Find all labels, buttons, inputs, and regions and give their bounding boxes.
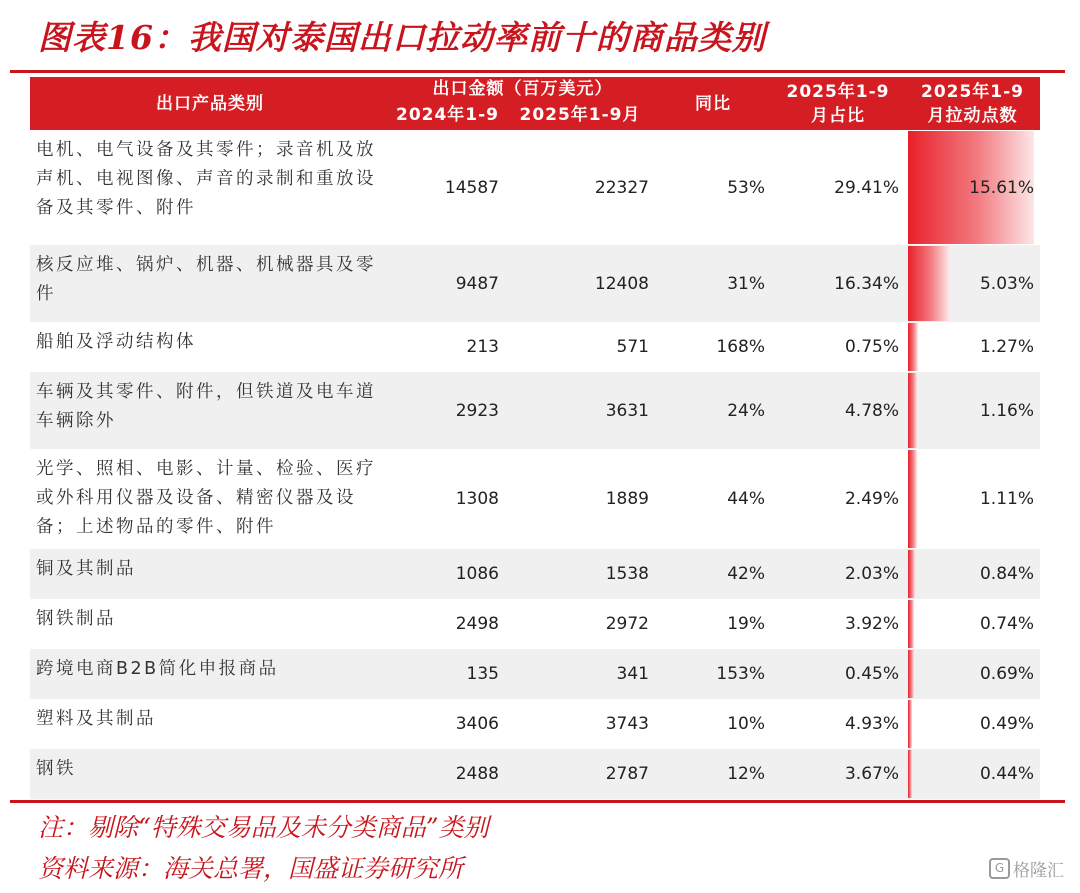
row-category: 钢铁	[30, 749, 390, 799]
table-row	[30, 130, 1040, 245]
watermark-logo-icon: G	[989, 858, 1010, 879]
row-pull: 0.84%	[979, 564, 1034, 584]
row-share: 2.49%	[844, 489, 899, 509]
header-share-line1: 2025年1-9	[786, 81, 890, 102]
pull-bar	[908, 323, 918, 371]
pull-bar	[908, 600, 914, 648]
row-pull: 0.69%	[979, 664, 1034, 684]
row-pull: 1.27%	[979, 337, 1034, 357]
row-pull: 5.03%	[979, 273, 1034, 294]
row-share: 16.34%	[771, 245, 905, 322]
row-category: 车辆及其零件、附件，但铁道及电车道车辆除外	[30, 372, 390, 449]
footnote: 注：剔除“特殊交易品及未分类商品”类别	[38, 813, 489, 842]
header-pull	[905, 77, 1040, 130]
row-category: 核反应堆、锅炉、机器、机械器具及零件	[30, 245, 390, 322]
row-category: 钢铁制品	[36, 609, 116, 629]
row-share: 2.03%	[771, 549, 905, 599]
row-pull-cell	[905, 749, 1040, 799]
row-2024: 14587	[444, 177, 499, 198]
row-2024: 213	[466, 337, 499, 357]
row-category: 塑料及其制品	[36, 709, 156, 729]
row-2024: 9487	[390, 245, 505, 322]
row-yoy: 153%	[655, 649, 771, 699]
row-2025: 22327	[594, 177, 649, 198]
row-pull-cell	[905, 699, 1040, 749]
row-2025: 3631	[505, 372, 655, 449]
row-pull-cell	[905, 130, 1040, 245]
pull-bar	[908, 650, 914, 698]
header-share	[771, 77, 905, 130]
row-yoy: 44%	[727, 489, 765, 509]
row-share: 4.93%	[844, 714, 899, 734]
row-share: 4.78%	[771, 372, 905, 449]
pull-bar	[908, 373, 917, 448]
export-table	[30, 77, 1040, 799]
row-share: 0.75%	[844, 337, 899, 357]
row-pull: 0.44%	[979, 764, 1034, 784]
row-2024: 1308	[455, 489, 499, 509]
row-pull: 0.49%	[979, 714, 1034, 734]
pull-bar	[908, 700, 912, 748]
header-2025: 2025年1-9月	[505, 101, 655, 130]
row-2025: 2787	[505, 749, 655, 799]
header-pull-line1: 2025年1-9	[920, 81, 1025, 102]
row-pull: 1.11%	[979, 489, 1034, 509]
row-yoy: 19%	[727, 614, 765, 634]
row-2025: 571	[616, 337, 649, 357]
row-2025: 12408	[505, 245, 655, 322]
pull-bar	[908, 450, 917, 548]
row-pull-cell	[905, 449, 1040, 549]
row-pull-cell	[905, 599, 1040, 649]
table-header	[30, 77, 1040, 130]
row-category: 光学、照相、电影、计量、检验、医疗或外科用仪器及设备、精密仪器及设备；上述物品的零件、附件	[36, 459, 376, 537]
row-2024: 1086	[390, 549, 505, 599]
table-row	[30, 599, 1040, 649]
row-share: 0.45%	[771, 649, 905, 699]
table-row	[30, 649, 1040, 699]
row-2025: 1538	[505, 549, 655, 599]
row-2025: 341	[505, 649, 655, 699]
table-row	[30, 549, 1040, 599]
row-2024: 2498	[455, 614, 499, 634]
watermark	[989, 856, 1064, 881]
table-body	[30, 130, 1040, 799]
watermark-text: 格隆汇	[1013, 861, 1064, 881]
row-yoy: 24%	[655, 372, 771, 449]
row-category: 跨境电商B2B简化申报商品	[30, 649, 390, 699]
row-yoy: 12%	[655, 749, 771, 799]
table-row	[30, 449, 1040, 549]
row-category: 电机、电气设备及其零件；录音机及放声机、电视图像、声音的录制和重放设备及其零件、附件	[36, 140, 376, 218]
pull-bar	[908, 750, 912, 798]
row-category: 铜及其制品	[30, 549, 390, 599]
row-pull-cell	[905, 549, 1040, 599]
row-yoy: 53%	[727, 177, 765, 198]
row-share: 3.67%	[771, 749, 905, 799]
pull-bar	[908, 550, 915, 598]
table-row	[30, 245, 1040, 322]
chart-title: 图表16：我国对泰国出口拉动率前十的商品类别	[38, 18, 766, 57]
row-yoy: 10%	[727, 714, 765, 734]
row-2025: 2972	[605, 614, 649, 634]
row-2025: 1889	[605, 489, 649, 509]
row-pull: 0.74%	[979, 614, 1034, 634]
row-yoy: 42%	[655, 549, 771, 599]
row-share: 29.41%	[834, 177, 899, 198]
row-share: 3.92%	[844, 614, 899, 634]
bottom-rule	[10, 800, 1065, 803]
row-pull-cell	[905, 372, 1040, 449]
row-yoy: 31%	[655, 245, 771, 322]
source-note: 资料来源：海关总署，国盛证券研究所	[38, 854, 464, 883]
table-row	[30, 322, 1040, 372]
row-category: 船舶及浮动结构体	[36, 332, 196, 352]
header-pull-line2: 月拉动点数	[927, 105, 1018, 126]
row-2024: 135	[390, 649, 505, 699]
table-row	[30, 699, 1040, 749]
table-row	[30, 372, 1040, 449]
header-yoy: 同比	[655, 77, 771, 130]
row-pull-cell	[905, 245, 1040, 322]
row-pull: 1.16%	[979, 400, 1034, 421]
row-2024: 2923	[390, 372, 505, 449]
top-rule	[10, 70, 1065, 73]
header-2024: 2024年1-9	[390, 101, 505, 130]
row-pull-cell	[905, 322, 1040, 372]
header-share-line2: 月占比	[811, 105, 865, 126]
row-pull-cell	[905, 649, 1040, 699]
row-2024: 2488	[390, 749, 505, 799]
header-category: 出口产品类别	[30, 77, 390, 130]
row-2025: 3743	[605, 714, 649, 734]
table-row	[30, 749, 1040, 799]
pull-bar	[908, 246, 949, 321]
row-yoy: 168%	[716, 337, 765, 357]
row-2024: 3406	[455, 714, 499, 734]
header-export-amount: 出口金额（百万美元）	[390, 77, 655, 101]
row-pull: 15.61%	[969, 177, 1034, 198]
